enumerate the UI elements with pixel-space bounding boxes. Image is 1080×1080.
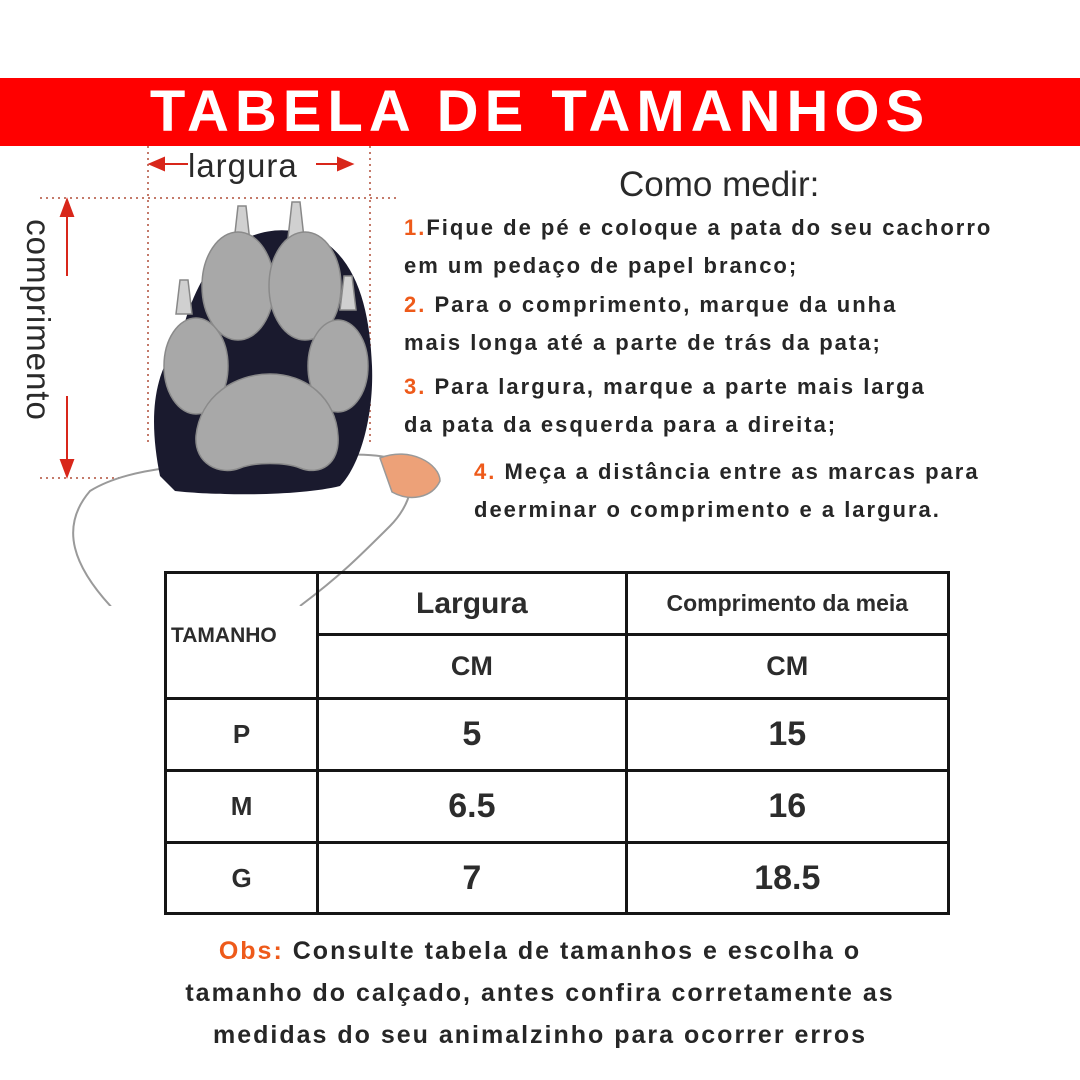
obs-label: Obs:	[218, 937, 284, 965]
step-text-line2: em um pedaço de papel branco;	[404, 253, 799, 278]
width-label: largura	[188, 147, 298, 184]
step-text-line2: deerminar o comprimento e a largura.	[474, 497, 941, 522]
table-row	[166, 699, 949, 771]
width-unit: CM	[318, 635, 626, 699]
title-banner	[0, 78, 1080, 146]
size-column-header: TAMANHO	[166, 573, 318, 699]
width-cell: 7	[318, 843, 626, 914]
instruction-step-2	[404, 286, 897, 362]
instruction-step-1	[404, 209, 992, 285]
step-text-line2: da pata da esquerda para a direita;	[404, 412, 838, 437]
observation-note	[0, 930, 1080, 1056]
length-cell: 16	[626, 771, 948, 843]
page-title: TABELA DE TAMANHOS	[149, 79, 931, 144]
instruction-step-3	[404, 368, 926, 444]
step-text-line1: Para largura, marque a parte mais larga	[426, 374, 926, 399]
table-row	[166, 843, 949, 914]
length-unit: CM	[626, 635, 948, 699]
size-cell: P	[166, 699, 318, 771]
size-cell: M	[166, 771, 318, 843]
length-cell: 18.5	[626, 843, 948, 914]
note-line3: medidas do seu animalzinho para ocorrer erros	[212, 1021, 868, 1049]
size-cell: G	[166, 843, 318, 914]
width-cell: 6.5	[318, 771, 626, 843]
note-line1: Consulte tabela de tamanhos e escolha o	[283, 937, 862, 965]
step-number: 2.	[404, 292, 427, 317]
width-cell: 5	[318, 699, 626, 771]
length-cell: 15	[626, 699, 948, 771]
step-number: 3.	[404, 374, 427, 399]
step-number: 1.	[404, 215, 427, 240]
instruction-step-4	[474, 453, 980, 529]
step-text-line1: Meça a distância entre as marcas para	[496, 459, 980, 484]
note-line2: tamanho do calçado, antes confira corretamente as	[185, 979, 895, 1007]
step-number: 4.	[474, 459, 497, 484]
length-column-header: Comprimento da meia	[626, 573, 948, 635]
step-text-line2: mais longa até a parte de trás da pata;	[404, 330, 882, 355]
size-table	[164, 571, 950, 915]
table-row	[166, 771, 949, 843]
step-text-line1: Para o comprimento, marque da unha	[426, 292, 898, 317]
width-column-header: Largura	[318, 573, 626, 635]
length-label: comprimento	[20, 219, 57, 421]
step-text-line1: Fique de pé e coloque a pata do seu cachorro	[426, 215, 993, 240]
how-to-measure-heading: Como medir:	[619, 165, 820, 204]
